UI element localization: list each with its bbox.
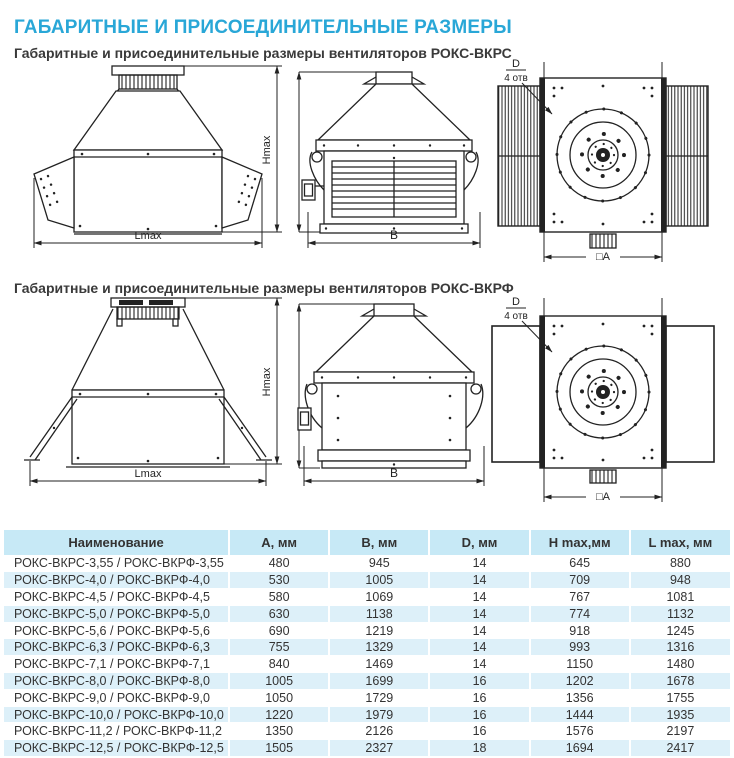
dimension-value-cell: 580 [229, 589, 329, 606]
motor-box [298, 408, 311, 430]
fan-body [322, 383, 466, 450]
dimension-value-cell: 16 [429, 689, 529, 706]
support-strut-left [24, 397, 77, 460]
table-row [4, 589, 730, 606]
dimension-value-cell: 1081 [630, 589, 730, 606]
dimension-value-cell: 1356 [530, 689, 630, 706]
terminal-box [590, 470, 616, 483]
dimension-value-cell: 1132 [630, 605, 730, 622]
vkrs-side-view-svg [16, 62, 288, 262]
motor-box [302, 180, 324, 200]
model-name-cell: РОКС-ВКРС-4,5 / РОКС-ВКРФ-4,5 [4, 589, 229, 606]
drawing-vkrs-front-view [292, 62, 492, 262]
table-row [4, 605, 730, 622]
side-flap-left [34, 157, 74, 228]
dimension-value-cell: 1678 [630, 673, 730, 690]
model-name-cell: РОКС-ВКРС-6,3 / РОКС-ВКРФ-6,3 [4, 639, 229, 656]
fan-hood [318, 84, 470, 140]
dimension-value-cell: 14 [429, 639, 529, 656]
dimension-value-cell: 1755 [630, 689, 730, 706]
side-panel-left [492, 326, 540, 462]
dimension-value-cell: 16 [429, 723, 529, 740]
column-header: D, мм [429, 530, 529, 555]
table-row [4, 673, 730, 690]
column-header: В, мм [329, 530, 429, 555]
dimension-value-cell: 14 [429, 656, 529, 673]
dimension-value-cell: 14 [429, 605, 529, 622]
fan-hood [316, 316, 472, 372]
hmax-label: Hmax [261, 135, 273, 165]
table-row [4, 639, 730, 656]
lifting-eye-right [464, 152, 478, 190]
dimension-value-cell: 14 [429, 555, 529, 572]
section-title-vkrf: Габаритные и присоединительные размеры вентиляторов РОКС-ВКРФ [14, 279, 514, 296]
dimension-value-cell: 2327 [329, 740, 429, 757]
column-header: Н max,мм [530, 530, 630, 555]
model-name-cell: РОКС-ВКРС-8,0 / РОКС-ВКРФ-8,0 [4, 673, 229, 690]
dimension-value-cell: 1150 [530, 656, 630, 673]
dimension-value-cell: 767 [530, 589, 630, 606]
d-label: D [512, 58, 520, 70]
fan-cap [111, 298, 185, 326]
model-name-cell: РОКС-ВКРС-7,1 / РОКС-ВКРФ-7,1 [4, 656, 229, 673]
dimension-value-cell: 709 [530, 572, 630, 589]
dimension-value-cell: 945 [329, 555, 429, 572]
model-name-cell: РОКС-ВКРС-11,2 / РОКС-ВКРФ-11,2 [4, 723, 229, 740]
dimension-value-cell: 1220 [229, 706, 329, 723]
dimension-value-cell: 16 [429, 706, 529, 723]
drawing-vkrs-top-view [478, 56, 728, 268]
dimension-value-cell: 1005 [229, 673, 329, 690]
dimension-value-cell: 14 [429, 622, 529, 639]
vkrf-front-view-svg [292, 296, 492, 501]
dimension-value-cell: 2126 [329, 723, 429, 740]
model-name-cell: РОКС-ВКРС-5,0 / РОКС-ВКРФ-5,0 [4, 605, 229, 622]
dimension-value-cell: 16 [429, 673, 529, 690]
model-name-cell: РОКС-ВКРС-4,0 / РОКС-ВКРФ-4,0 [4, 572, 229, 589]
column-header: L max, мм [630, 530, 730, 555]
lower-band [318, 450, 470, 461]
fan-hood [74, 91, 222, 150]
vkrs-front-view-svg [292, 62, 492, 262]
drawing-vkrf-top-view [478, 292, 728, 510]
drawing-vkrs-side-view [16, 62, 288, 262]
dimension-value-cell: 1329 [329, 639, 429, 656]
dimension-value-cell: 1699 [329, 673, 429, 690]
fan-body [66, 390, 230, 467]
dimension-value-cell: 480 [229, 555, 329, 572]
lmax-label: Lmax [134, 230, 162, 242]
table-row [4, 689, 730, 706]
dimension-value-cell: 1350 [229, 723, 329, 740]
holes-label: 4 отв [504, 73, 528, 84]
drawing-vkrf-side-view [16, 296, 288, 501]
dimension-value-cell: 630 [229, 605, 329, 622]
dimension-value-cell: 774 [530, 605, 630, 622]
dimension-value-cell: 918 [530, 622, 630, 639]
louver-panel-left [498, 86, 540, 226]
dimension-value-cell: 14 [429, 572, 529, 589]
dimension-value-cell: 645 [530, 555, 630, 572]
fan-cap [112, 66, 184, 93]
dimension-value-cell: 1505 [229, 740, 329, 757]
vkrs-top-view-svg [478, 56, 728, 268]
dimension-value-cell: 1069 [329, 589, 429, 606]
d-label: D [512, 296, 520, 308]
dimensions-table-container [4, 530, 730, 757]
b-label: B [389, 228, 399, 242]
dimension-value-cell: 1694 [530, 740, 630, 757]
dimension-value-cell: 14 [429, 589, 529, 606]
fan-body [74, 150, 222, 234]
table-row [4, 740, 730, 757]
table-row [4, 572, 730, 589]
model-name-cell: РОКС-ВКРС-5,6 / РОКС-ВКРФ-5,6 [4, 622, 229, 639]
model-name-cell: РОКС-ВКРС-12,5 / РОКС-ВКРФ-12,5 [4, 740, 229, 757]
section-title-vkrs: Габаритные и присоединительные размеры вентиляторов РОКС-ВКРС [14, 44, 512, 61]
side-panel-right [666, 326, 714, 462]
dimension-value-cell: 1935 [630, 706, 730, 723]
dimension-value-cell: 1005 [329, 572, 429, 589]
column-header: А, мм [229, 530, 329, 555]
side-flap-right [222, 157, 262, 228]
support-strut-right [219, 397, 272, 460]
b-label: B [389, 466, 399, 480]
table-row [4, 723, 730, 740]
page-title: ГАБАРИТНЫЕ И ПРИСОЕДИНИТЕЛЬНЫЕ РАЗМЕРЫ [14, 16, 512, 38]
dimension-value-cell: 2197 [630, 723, 730, 740]
vkrf-top-view-svg [478, 292, 728, 510]
fan-hood [72, 309, 224, 390]
model-name-cell: РОКС-ВКРС-3,55 / РОКС-ВКРФ-3,55 [4, 555, 229, 572]
table-row [4, 706, 730, 723]
fan-cap [364, 72, 424, 84]
a-label: □A [596, 491, 610, 503]
dimension-value-cell: 2417 [630, 740, 730, 757]
vkrf-side-view-svg [16, 296, 288, 501]
holes-label: 4 отв [504, 311, 528, 322]
dimension-value-cell: 690 [229, 622, 329, 639]
model-name-cell: РОКС-ВКРС-9,0 / РОКС-ВКРФ-9,0 [4, 689, 229, 706]
drawing-vkrf-front-view [292, 296, 492, 501]
louver-panel-right [666, 86, 708, 226]
a-label: □A [596, 251, 610, 263]
dimension-value-cell: 530 [229, 572, 329, 589]
dimension-value-cell: 1316 [630, 639, 730, 656]
dimension-value-cell: 1469 [329, 656, 429, 673]
dimension-value-cell: 1219 [329, 622, 429, 639]
table-row [4, 555, 730, 572]
dimensions-table [4, 530, 730, 757]
dimension-value-cell: 1729 [329, 689, 429, 706]
table-row [4, 622, 730, 639]
dimension-value-cell: 993 [530, 639, 630, 656]
terminal-box [590, 234, 616, 248]
dimension-value-cell: 18 [429, 740, 529, 757]
dimension-value-cell: 840 [229, 656, 329, 673]
model-name-cell: РОКС-ВКРС-10,0 / РОКС-ВКРФ-10,0 [4, 706, 229, 723]
dimension-value-cell: 948 [630, 572, 730, 589]
table-header-row [4, 530, 730, 555]
lmax-label: Lmax [134, 468, 162, 480]
dimension-value-cell: 1576 [530, 723, 630, 740]
hmax-label: Hmax [261, 367, 273, 397]
dimension-value-cell: 1245 [630, 622, 730, 639]
fan-cap [362, 304, 426, 316]
dimension-value-cell: 1979 [329, 706, 429, 723]
table-row [4, 656, 730, 673]
dimension-value-cell: 880 [630, 555, 730, 572]
dimension-value-cell: 1480 [630, 656, 730, 673]
dimension-value-cell: 1050 [229, 689, 329, 706]
column-header: Наименование [4, 530, 229, 555]
dimension-value-cell: 1444 [530, 706, 630, 723]
dimension-value-cell: 1202 [530, 673, 630, 690]
dimension-value-cell: 1138 [329, 605, 429, 622]
dimension-value-cell: 755 [229, 639, 329, 656]
